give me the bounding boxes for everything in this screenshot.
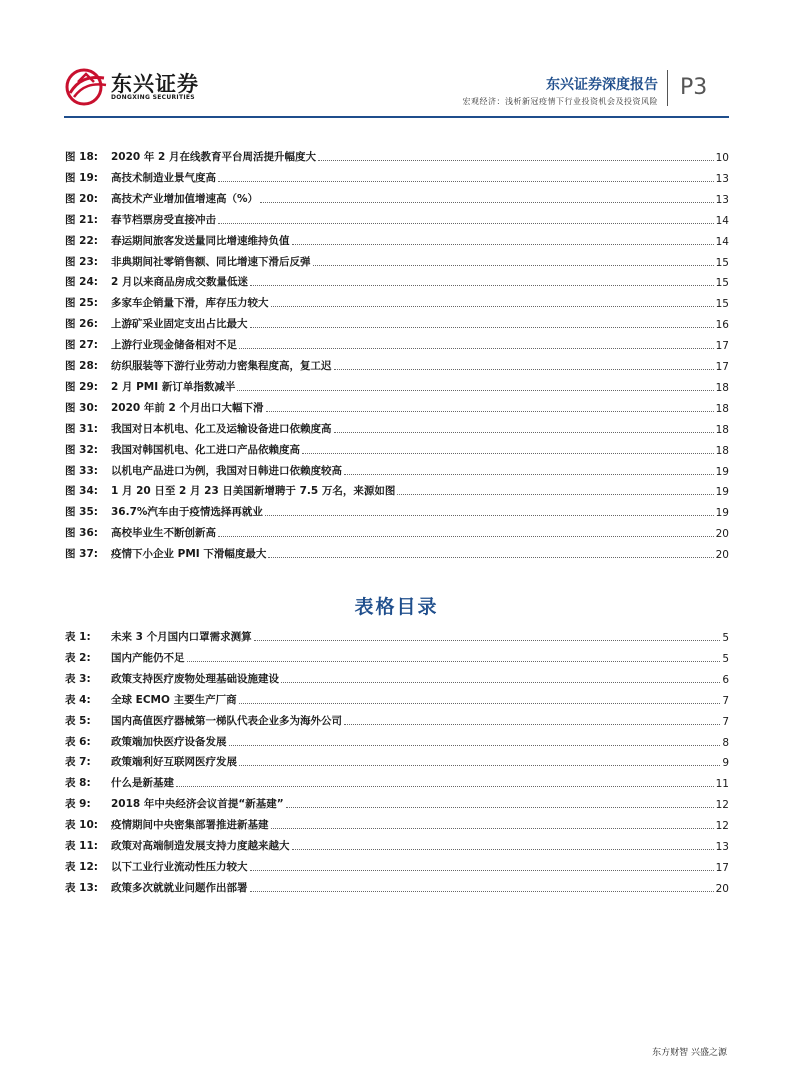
toc-leader-dots bbox=[187, 661, 721, 662]
toc-title: 政策端加快医疗设备发展 bbox=[111, 735, 227, 748]
toc-leader-dots bbox=[239, 348, 714, 349]
toc-title: 上游矿采业固定支出占比最大 bbox=[111, 318, 248, 331]
toc-title: 上游行业现金储备相对不足 bbox=[111, 339, 237, 352]
logo-chinese-name: 东兴证券 bbox=[111, 72, 199, 96]
toc-title: 疫情期间中央密集部署推进新基建 bbox=[111, 819, 269, 832]
toc-label: 表 9: bbox=[65, 798, 91, 811]
toc-label: 图 35: bbox=[65, 506, 98, 519]
toc-page-number: 7 bbox=[722, 694, 729, 707]
table-toc-entry[interactable] bbox=[65, 666, 729, 686]
toc-title: 未来 3 个月国内口罩需求测算 bbox=[111, 631, 252, 643]
toc-leader-dots bbox=[344, 724, 720, 725]
logo-mark-icon bbox=[64, 66, 108, 106]
table-toc-entry[interactable] bbox=[65, 708, 729, 728]
toc-leader-dots bbox=[237, 390, 713, 391]
page-number: P3 bbox=[680, 75, 708, 100]
toc-label: 表 8: bbox=[65, 777, 91, 790]
toc-label: 图 34: bbox=[65, 485, 98, 498]
toc-title: 疫情下小企业 PMI 下滑幅度最大 bbox=[111, 548, 267, 561]
figure-toc-entry[interactable] bbox=[65, 269, 729, 289]
figure-toc-entry[interactable] bbox=[65, 458, 729, 478]
toc-leader-dots bbox=[250, 891, 714, 892]
toc-label: 图 21: bbox=[65, 213, 98, 226]
toc-label: 图 26: bbox=[65, 318, 98, 331]
toc-page-number: 16 bbox=[715, 319, 729, 332]
toc-leader-dots bbox=[218, 181, 714, 182]
toc-title: 多家车企销量下滑，库存压力较大 bbox=[111, 297, 269, 310]
toc-label: 图 31: bbox=[65, 422, 98, 435]
toc-leader-dots bbox=[334, 369, 714, 370]
figure-toc-entry[interactable] bbox=[65, 144, 729, 164]
figure-toc-entry[interactable] bbox=[65, 395, 729, 415]
toc-page-number: 20 bbox=[715, 549, 729, 562]
figure-toc-entry[interactable] bbox=[65, 207, 729, 227]
toc-page-number: 14 bbox=[715, 235, 729, 248]
toc-page-number: 20 bbox=[715, 882, 729, 895]
toc-page-number: 5 bbox=[722, 632, 729, 644]
toc-page-number: 18 bbox=[715, 423, 729, 436]
table-toc-entry[interactable] bbox=[65, 875, 729, 895]
figure-toc-entry[interactable] bbox=[65, 437, 729, 457]
logo-english-name: DONGXING SECURITIES bbox=[111, 94, 195, 101]
toc-leader-dots bbox=[250, 870, 714, 871]
toc-label: 表 7: bbox=[65, 756, 91, 769]
toc-title: 全球 ECMO 主要生产厂商 bbox=[111, 693, 237, 706]
toc-page-number: 18 bbox=[715, 381, 729, 394]
toc-label: 表 12: bbox=[65, 860, 98, 873]
report-subtitle: 宏观经济：浅析新冠疫情下行业投资机会及投资风险 bbox=[462, 97, 658, 106]
toc-label: 图 33: bbox=[65, 464, 98, 477]
tables-section-title: 表格目录 bbox=[354, 596, 439, 618]
figure-toc-entry[interactable] bbox=[65, 165, 729, 185]
toc-leader-dots bbox=[271, 828, 714, 829]
toc-title: 1 月 20 日至 2 月 23 日美国新增聘于 7.5 万名，来源如图 bbox=[111, 485, 396, 498]
toc-page-number: 6 bbox=[722, 673, 729, 686]
report-title: 东兴证券深度报告 bbox=[546, 77, 658, 93]
toc-page-number: 15 bbox=[715, 277, 729, 290]
toc-label: 图 22: bbox=[65, 234, 98, 247]
toc-title: 36.7%汽车由于疫情选择再就业 bbox=[111, 506, 263, 519]
toc-leader-dots bbox=[286, 807, 714, 808]
footer-slogan: 东方财智 兴盛之源 bbox=[652, 1048, 727, 1058]
toc-page-number: 10 bbox=[715, 152, 729, 164]
toc-label: 表 6: bbox=[65, 735, 91, 748]
toc-leader-dots bbox=[176, 786, 714, 787]
toc-leader-dots bbox=[334, 432, 714, 433]
toc-page-number: 19 bbox=[715, 507, 729, 520]
toc-leader-dots bbox=[292, 244, 714, 245]
toc-label: 图 18: bbox=[65, 151, 98, 163]
toc-label: 图 23: bbox=[65, 255, 98, 268]
toc-page-number: 12 bbox=[715, 820, 729, 833]
toc-title: 2 月以来商品房成交数量低迷 bbox=[111, 276, 248, 289]
toc-leader-dots bbox=[302, 453, 714, 454]
toc-leader-dots bbox=[318, 160, 714, 161]
figure-toc-entry[interactable] bbox=[65, 186, 729, 206]
toc-label: 图 30: bbox=[65, 401, 98, 414]
toc-leader-dots bbox=[266, 411, 714, 412]
table-toc-entry[interactable] bbox=[65, 854, 729, 874]
toc-page-number: 13 bbox=[715, 193, 729, 206]
table-toc-entry[interactable] bbox=[65, 770, 729, 790]
toc-title: 2020 年前 2 个月出口大幅下滑 bbox=[111, 401, 264, 414]
toc-label: 图 27: bbox=[65, 339, 98, 352]
toc-label: 表 4: bbox=[65, 693, 91, 706]
toc-page-number: 19 bbox=[715, 486, 729, 499]
toc-title: 高技术制造业景气度高 bbox=[111, 171, 216, 184]
toc-title: 国内高值医疗器械第一梯队代表企业多为海外公司 bbox=[111, 714, 342, 727]
toc-leader-dots bbox=[268, 557, 713, 558]
toc-leader-dots bbox=[292, 849, 714, 850]
toc-label: 表 11: bbox=[65, 840, 98, 852]
toc-label: 图 25: bbox=[65, 297, 98, 310]
toc-leader-dots bbox=[250, 327, 714, 328]
toc-title: 政策多次就就业问题作出部署 bbox=[111, 881, 248, 894]
toc-page-number: 18 bbox=[715, 444, 729, 457]
toc-title: 高校毕业生不断创新高 bbox=[111, 527, 216, 540]
toc-title: 2 月 PMI 新订单指数减半 bbox=[111, 380, 236, 393]
toc-label: 表 13: bbox=[65, 881, 98, 894]
toc-page-number: 12 bbox=[715, 799, 729, 812]
header-rule bbox=[64, 116, 729, 118]
toc-title: 什么是新基建 bbox=[111, 777, 174, 790]
table-toc-entry[interactable] bbox=[65, 833, 729, 853]
toc-title: 非典期间社零销售额、同比增速下滑后反弹 bbox=[111, 255, 311, 268]
toc-title: 春运期间旅客发送量同比增速维持负值 bbox=[111, 234, 290, 247]
table-toc-entry[interactable] bbox=[65, 645, 729, 665]
toc-page-number: 15 bbox=[715, 256, 729, 269]
figure-toc-entry[interactable] bbox=[65, 249, 729, 269]
toc-page-number: 7 bbox=[722, 715, 729, 728]
table-toc-entry[interactable] bbox=[65, 791, 729, 811]
toc-leader-dots bbox=[281, 682, 720, 683]
toc-page-number: 9 bbox=[722, 757, 729, 770]
toc-page-number: 18 bbox=[715, 402, 729, 415]
toc-title: 政策端利好互联网医疗发展 bbox=[111, 756, 237, 769]
toc-label: 图 28: bbox=[65, 360, 98, 372]
toc-leader-dots bbox=[271, 306, 714, 307]
toc-leader-dots bbox=[229, 745, 721, 746]
toc-label: 图 19: bbox=[65, 171, 98, 184]
toc-page-number: 13 bbox=[715, 172, 729, 185]
toc-page-number: 20 bbox=[715, 528, 729, 541]
table-toc-entry[interactable] bbox=[65, 749, 729, 769]
toc-leader-dots bbox=[239, 765, 720, 766]
toc-title: 春节档票房受直接冲击 bbox=[111, 213, 216, 226]
toc-label: 图 37: bbox=[65, 548, 98, 561]
toc-leader-dots bbox=[265, 515, 714, 516]
toc-label: 表 3: bbox=[65, 672, 91, 685]
toc-page-number: 11 bbox=[715, 778, 729, 791]
toc-page-number: 13 bbox=[715, 841, 729, 853]
page-header bbox=[0, 0, 793, 122]
toc-leader-dots bbox=[313, 265, 714, 266]
table-toc-entry[interactable] bbox=[65, 812, 729, 832]
figure-toc-entry[interactable] bbox=[65, 478, 729, 498]
figure-toc-entry[interactable] bbox=[65, 416, 729, 436]
toc-page-number: 5 bbox=[722, 652, 729, 665]
figure-toc-entry[interactable] bbox=[65, 332, 729, 352]
toc-label: 图 36: bbox=[65, 527, 98, 540]
toc-label: 表 1: bbox=[65, 631, 91, 643]
toc-leader-dots bbox=[254, 640, 721, 641]
toc-page-number: 17 bbox=[715, 340, 729, 353]
toc-label: 图 20: bbox=[65, 192, 98, 205]
figure-toc-entry[interactable] bbox=[65, 290, 729, 310]
table-toc-entry[interactable] bbox=[65, 729, 729, 749]
toc-title: 我国对日本机电、化工及运输设备进口依赖度高 bbox=[111, 422, 332, 435]
toc-title: 政策支持医疗废物处理基础设施建设 bbox=[111, 672, 279, 685]
toc-title: 高技术产业增加值增速高（%） bbox=[111, 192, 259, 205]
toc-label: 图 32: bbox=[65, 443, 98, 456]
toc-leader-dots bbox=[218, 536, 714, 537]
toc-leader-dots bbox=[218, 223, 714, 224]
figure-toc-entry[interactable] bbox=[65, 499, 729, 519]
toc-title: 纺织服装等下游行业劳动力密集程度高，复工迟 bbox=[111, 360, 332, 372]
toc-leader-dots bbox=[397, 494, 713, 495]
toc-title: 以下工业行业流动性压力较大 bbox=[111, 860, 248, 873]
header-divider bbox=[667, 70, 668, 106]
toc-title: 2020 年 2 月在线教育平台周活提升幅度大 bbox=[111, 151, 316, 163]
toc-page-number: 8 bbox=[722, 736, 729, 749]
toc-page-number: 15 bbox=[715, 298, 729, 311]
toc-label: 图 24: bbox=[65, 276, 98, 289]
toc-leader-dots bbox=[344, 474, 714, 475]
figure-toc-entry[interactable] bbox=[65, 541, 729, 561]
toc-label: 表 10: bbox=[65, 819, 98, 832]
toc-title: 政策对高端制造发展支持力度越来越大 bbox=[111, 840, 290, 852]
table-toc-entry[interactable] bbox=[65, 624, 729, 644]
toc-title: 我国对韩国机电、化工进口产品依赖度高 bbox=[111, 443, 300, 456]
toc-page-number: 14 bbox=[715, 214, 729, 227]
figure-toc-entry[interactable] bbox=[65, 311, 729, 331]
toc-leader-dots bbox=[239, 703, 721, 704]
toc-leader-dots bbox=[250, 285, 714, 286]
toc-label: 表 2: bbox=[65, 651, 91, 664]
toc-page-number: 17 bbox=[715, 861, 729, 874]
toc-title: 2018 年中央经济会议首提“新基建” bbox=[111, 798, 284, 811]
figure-toc-entry[interactable] bbox=[65, 374, 729, 394]
figure-toc-entry[interactable] bbox=[65, 520, 729, 540]
toc-label: 表 5: bbox=[65, 714, 91, 727]
toc-title: 以机电产品进口为例，我国对日韩进口依赖度较高 bbox=[111, 464, 342, 477]
toc-page-number: 17 bbox=[715, 361, 729, 373]
toc-label: 图 29: bbox=[65, 380, 98, 393]
toc-leader-dots bbox=[260, 202, 714, 203]
company-logo bbox=[64, 66, 199, 110]
figure-toc-entry[interactable] bbox=[65, 228, 729, 248]
toc-page-number: 19 bbox=[715, 465, 729, 478]
figure-toc-entry[interactable] bbox=[65, 353, 729, 373]
table-toc-entry[interactable] bbox=[65, 687, 729, 707]
toc-title: 国内产能仍不足 bbox=[111, 651, 185, 664]
